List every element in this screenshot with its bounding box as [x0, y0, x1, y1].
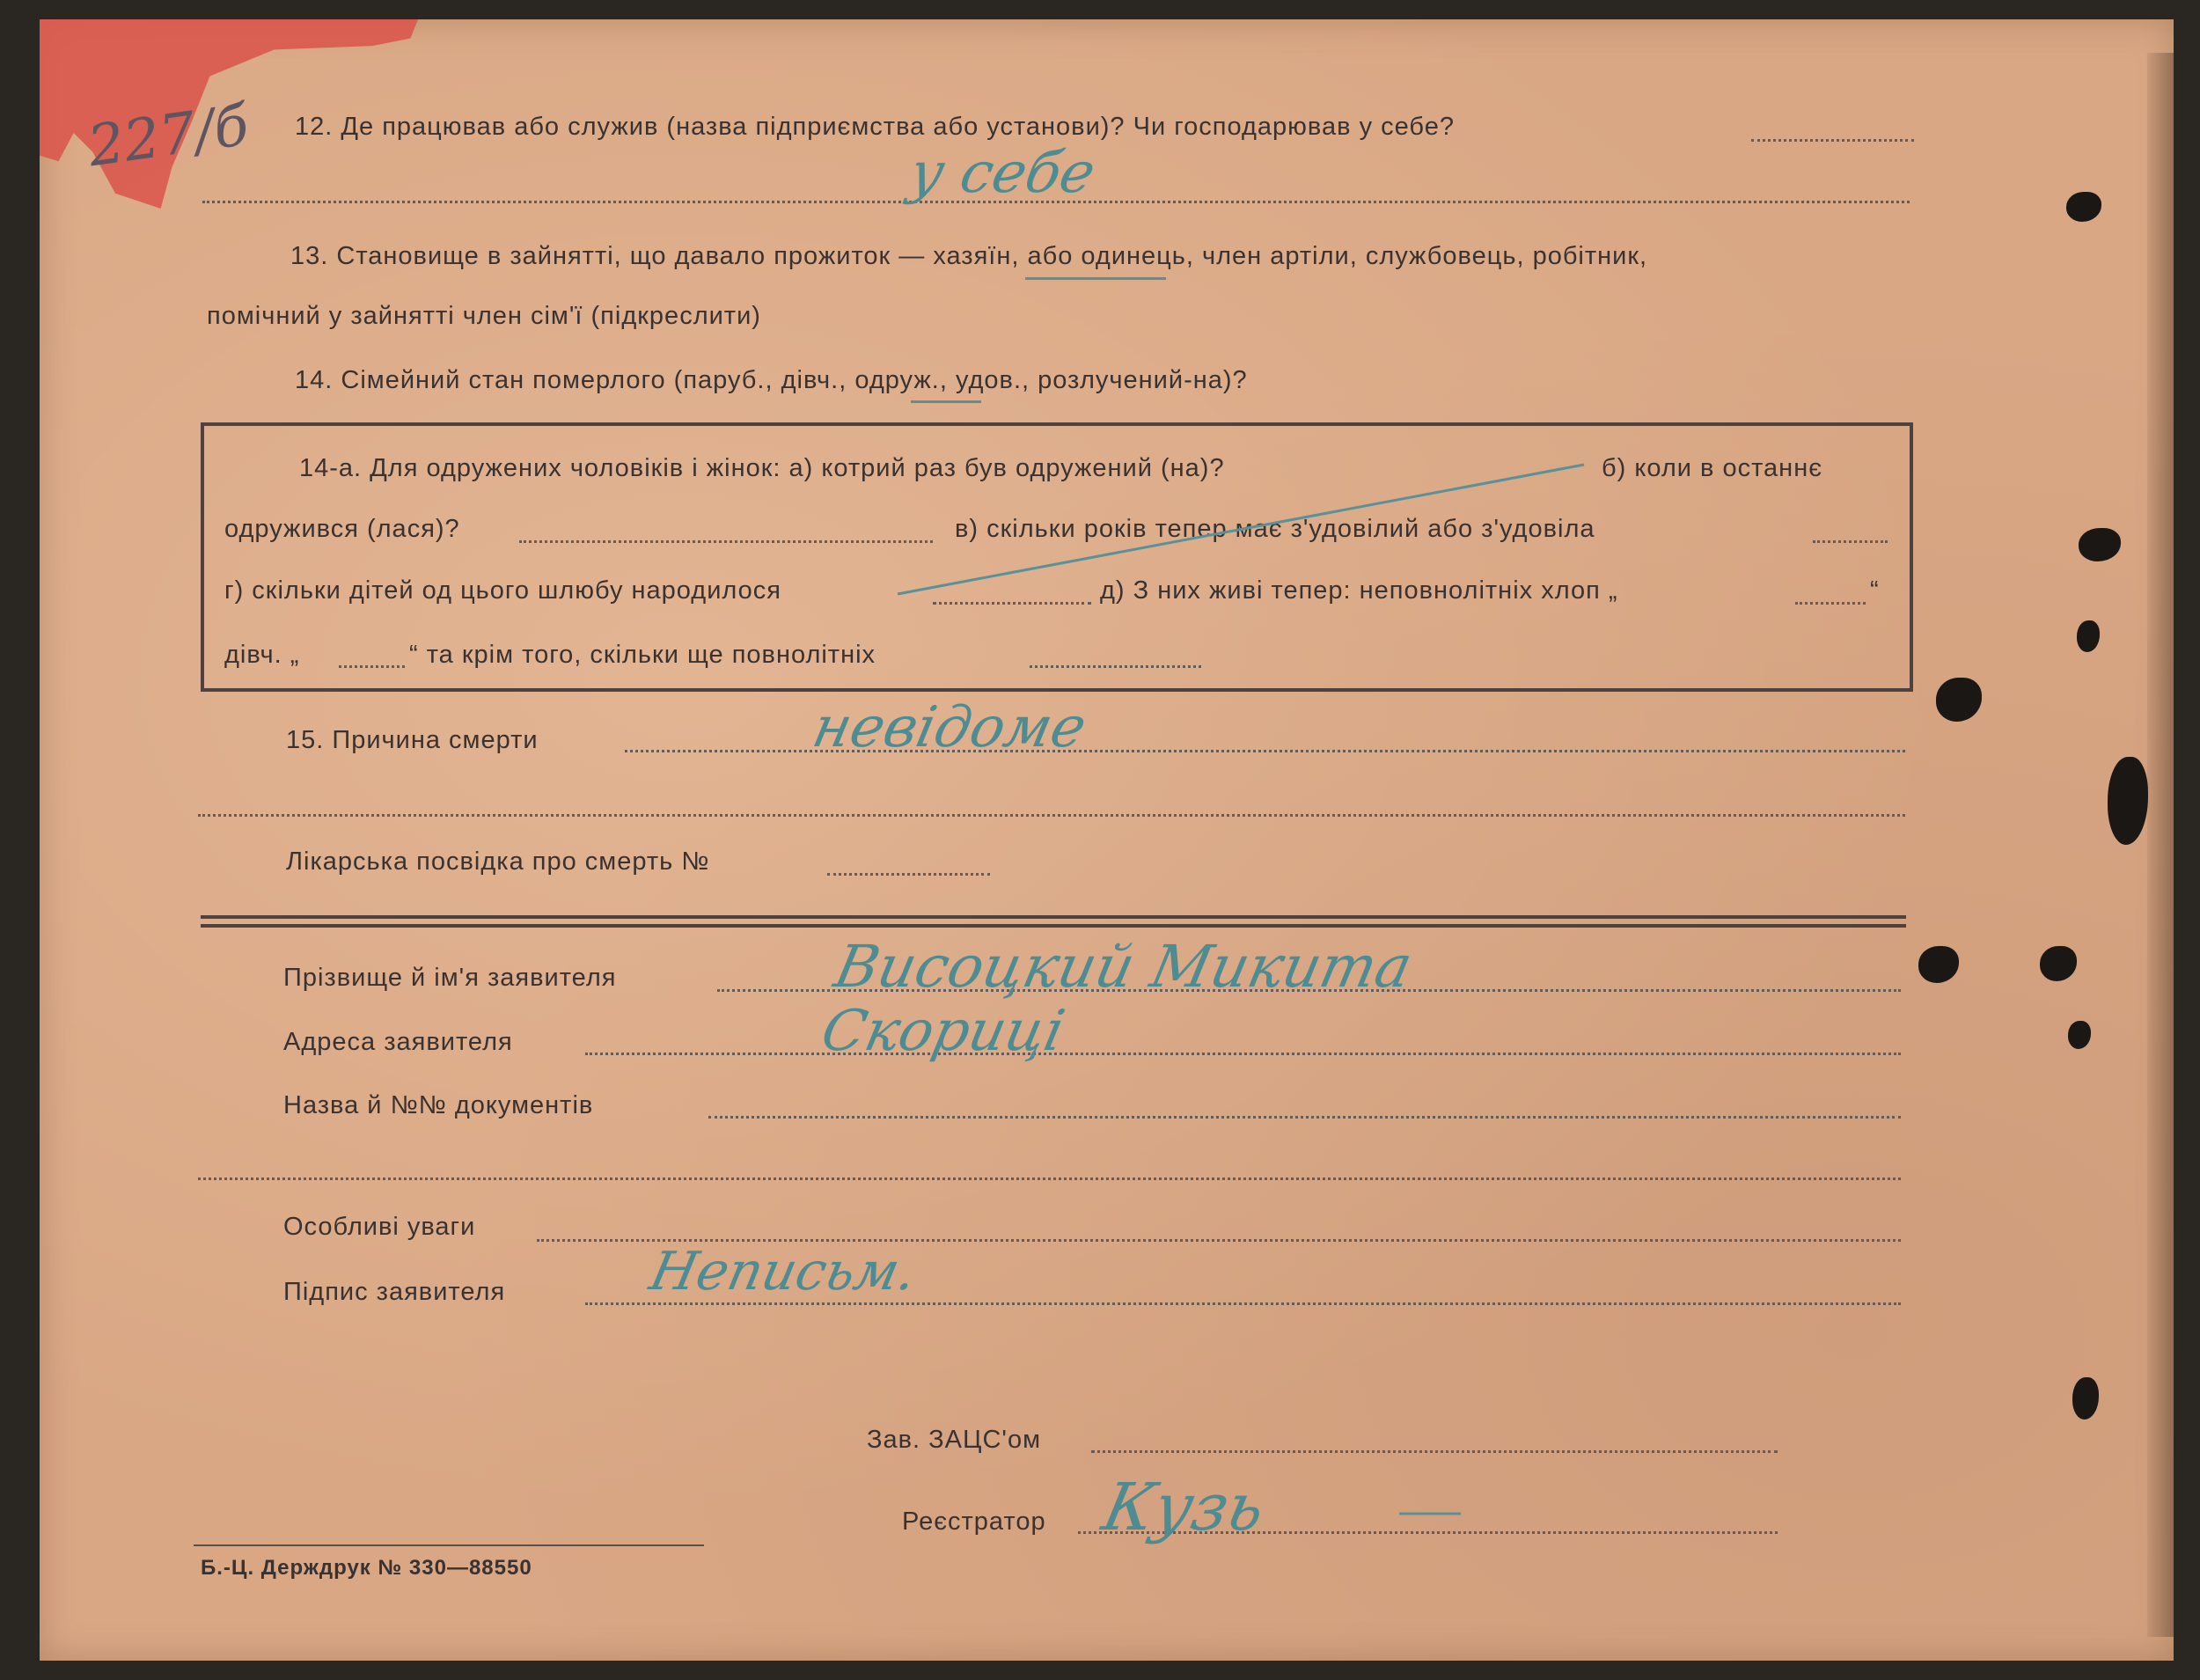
applicant-address-line	[585, 1053, 1901, 1055]
question-14a-line-4a: дівч. „	[224, 641, 300, 669]
documents-extra-line	[198, 1177, 1901, 1180]
signature-value: Неписьм.	[644, 1241, 922, 1302]
signature-line	[585, 1302, 1901, 1305]
printer-rule	[194, 1544, 704, 1546]
medical-certificate-line	[827, 873, 990, 876]
applicant-name-value: Висоцкий Микита	[828, 933, 1419, 1001]
documents-line	[708, 1116, 1901, 1119]
applicant-address-label: Адреса заявителя	[283, 1028, 513, 1056]
medical-certificate-label: Лікарська посвідка про смерть №	[286, 847, 710, 876]
signature-label: Підпис заявителя	[283, 1278, 506, 1306]
notes-label: Особливі уваги	[283, 1213, 476, 1241]
section-divider	[201, 915, 1906, 919]
section-divider	[201, 924, 1906, 928]
question-14: 14. Сімейний стан померлого (паруб., дівч., одруж., удов., розлучений-на)?	[295, 366, 1248, 394]
applicant-address-value: Скориці	[816, 999, 1070, 1064]
q12-answer: у себе	[904, 141, 1101, 206]
question-15: 15. Причина смерти	[286, 726, 539, 754]
question-14a-line-1b: б) коли в останнє	[1602, 454, 1823, 482]
printer-note: Б.-Ц. Держдрук № 330—88550	[201, 1556, 532, 1580]
q15-answer: невідоме	[807, 695, 1092, 760]
applicant-name-label: Прізвище й ім'я заявителя	[283, 964, 617, 992]
registrar-label: Реєстратор	[902, 1508, 1046, 1536]
q15-extra-line	[198, 814, 1905, 817]
question-14a-line-2b: в) скільки років тепер має з'удовілий або з'удовіла	[955, 515, 1595, 543]
question-14a-line-3c: “	[1870, 576, 1880, 605]
question-13-line-1: 13. Становище в зайнятті, що давало прожиток — хазяїн, або одинець, член артіли, службовець, робітник,	[290, 242, 1648, 270]
question-14a-line-2a: одружився (лася)?	[224, 515, 460, 543]
question-13-line-2: помічний у зайнятті член сім'ї (підкреслити)	[207, 302, 761, 330]
question-14a-line-3b: д) З них живі тепер: неповнолітніх хлоп „	[1100, 576, 1618, 605]
archive-number: 227/б	[84, 92, 253, 180]
zags-head-line	[1091, 1450, 1778, 1453]
question-14a-line-1: 14-а. Для одружених чоловіків і жінок: а) котрий раз був одружений (на)?	[299, 454, 1225, 482]
documents-label: Назва й №№ документів	[283, 1091, 594, 1119]
question-14a-line-4b: “ та крім того, скільки ще повнолітніх	[409, 641, 876, 669]
registrar-signature: Кузь	[1096, 1470, 1272, 1545]
question-12: 12. Де працював або служив (назва підприємства або установи)? Чи господарював у себе?	[295, 113, 1455, 141]
question-14a-line-3a: г) скільки дітей од цього шлюбу народилося	[224, 576, 781, 605]
zags-head-label: Зав. ЗАЦС'ом	[867, 1426, 1042, 1454]
